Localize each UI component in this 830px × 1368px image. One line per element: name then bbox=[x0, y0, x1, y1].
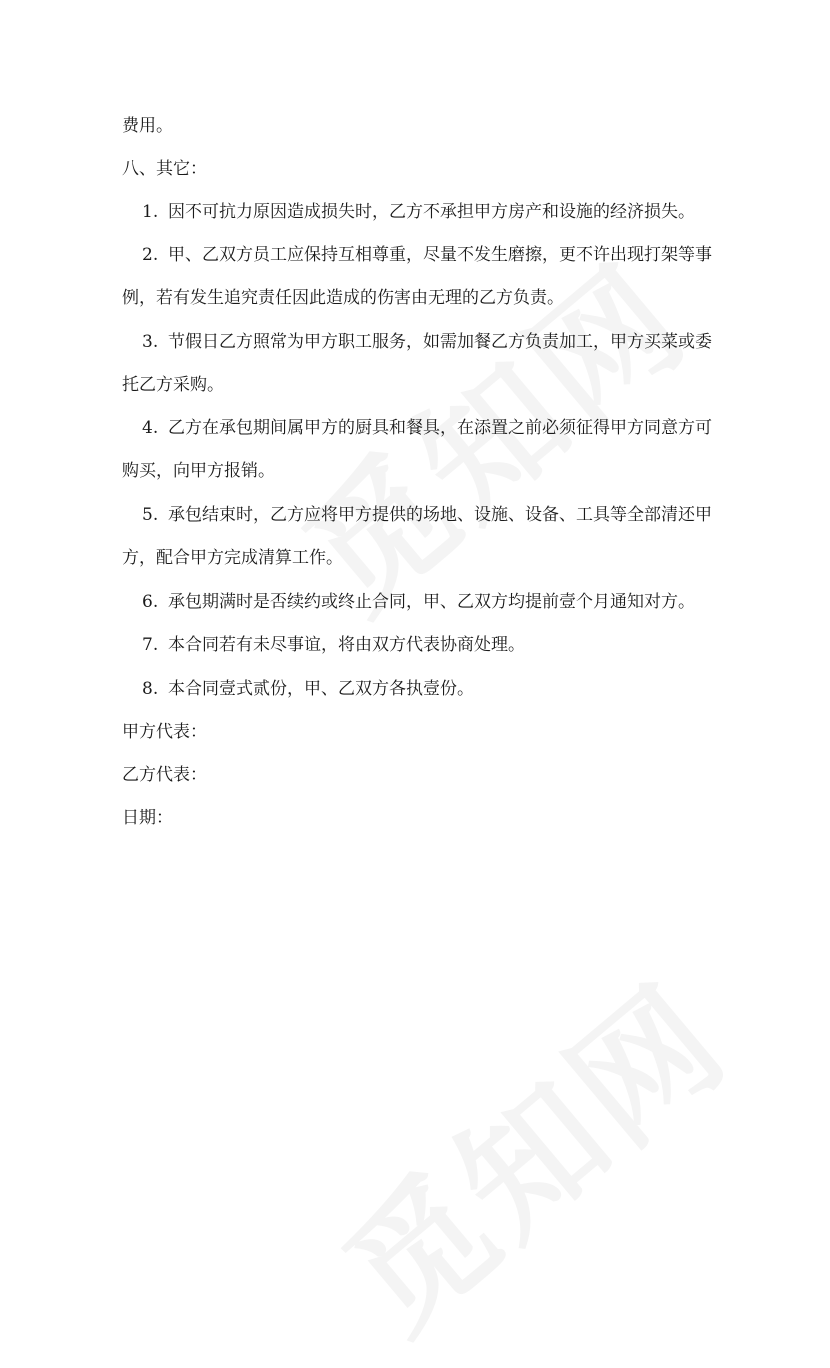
item-text: 本合同壹式贰份，甲、乙双方各执壹份。 bbox=[168, 679, 474, 699]
item-number: 8. bbox=[142, 679, 159, 699]
item-number: 4. bbox=[142, 418, 159, 438]
section-heading: 八、其它： bbox=[122, 159, 207, 179]
party-b-representative-label: 乙方代表： bbox=[122, 765, 207, 785]
item-text: 本合同若有未尽事谊，将由双方代表协商处理。 bbox=[168, 635, 525, 655]
item-number: 5. bbox=[142, 505, 159, 525]
list-item bbox=[142, 677, 474, 701]
item-number: 3. bbox=[142, 332, 159, 352]
watermark bbox=[297, 933, 762, 1368]
item-text: 甲、乙双方员工应保持互相尊重，尽量不发生磨擦，更不许出现打架等事 bbox=[168, 245, 712, 265]
item-text: 乙方在承包期间属甲方的厨具和餐具，在添置之前必须征得甲方同意方可 bbox=[168, 418, 712, 438]
item-text-continuation: 购买，向甲方报销。 bbox=[122, 461, 275, 481]
continuation-text: 费用。 bbox=[122, 116, 173, 136]
item-text: 承包期满时是否续约或终止合同，甲、乙双方均提前壹个月通知对方。 bbox=[168, 592, 695, 612]
list-item bbox=[142, 200, 695, 224]
item-text-continuation: 例，若有发生追究责任因此造成的伤害由无理的乙方负责。 bbox=[122, 288, 564, 308]
list-item bbox=[142, 416, 712, 440]
item-text-continuation: 方，配合甲方完成清算工作。 bbox=[122, 548, 343, 568]
list-item bbox=[142, 633, 525, 657]
item-text: 承包结束时，乙方应将甲方提供的场地、设施、设备、工具等全部清还甲 bbox=[168, 505, 712, 525]
list-item bbox=[142, 243, 712, 267]
list-item bbox=[142, 503, 712, 527]
item-text: 节假日乙方照常为甲方职工服务，如需加餐乙方负责加工，甲方买菜或委 bbox=[168, 332, 712, 352]
item-text: 因不可抗力原因造成损失时，乙方不承担甲方房产和设施的经济损失。 bbox=[168, 202, 695, 222]
item-number: 6. bbox=[142, 592, 159, 612]
list-item bbox=[142, 590, 695, 614]
item-number: 2. bbox=[142, 245, 159, 265]
date-label: 日期： bbox=[122, 808, 173, 828]
party-a-representative-label: 甲方代表： bbox=[122, 722, 207, 742]
item-text-continuation: 托乙方采购。 bbox=[122, 375, 224, 395]
list-item bbox=[142, 330, 712, 354]
item-number: 1. bbox=[142, 202, 159, 222]
item-number: 7. bbox=[142, 635, 159, 655]
